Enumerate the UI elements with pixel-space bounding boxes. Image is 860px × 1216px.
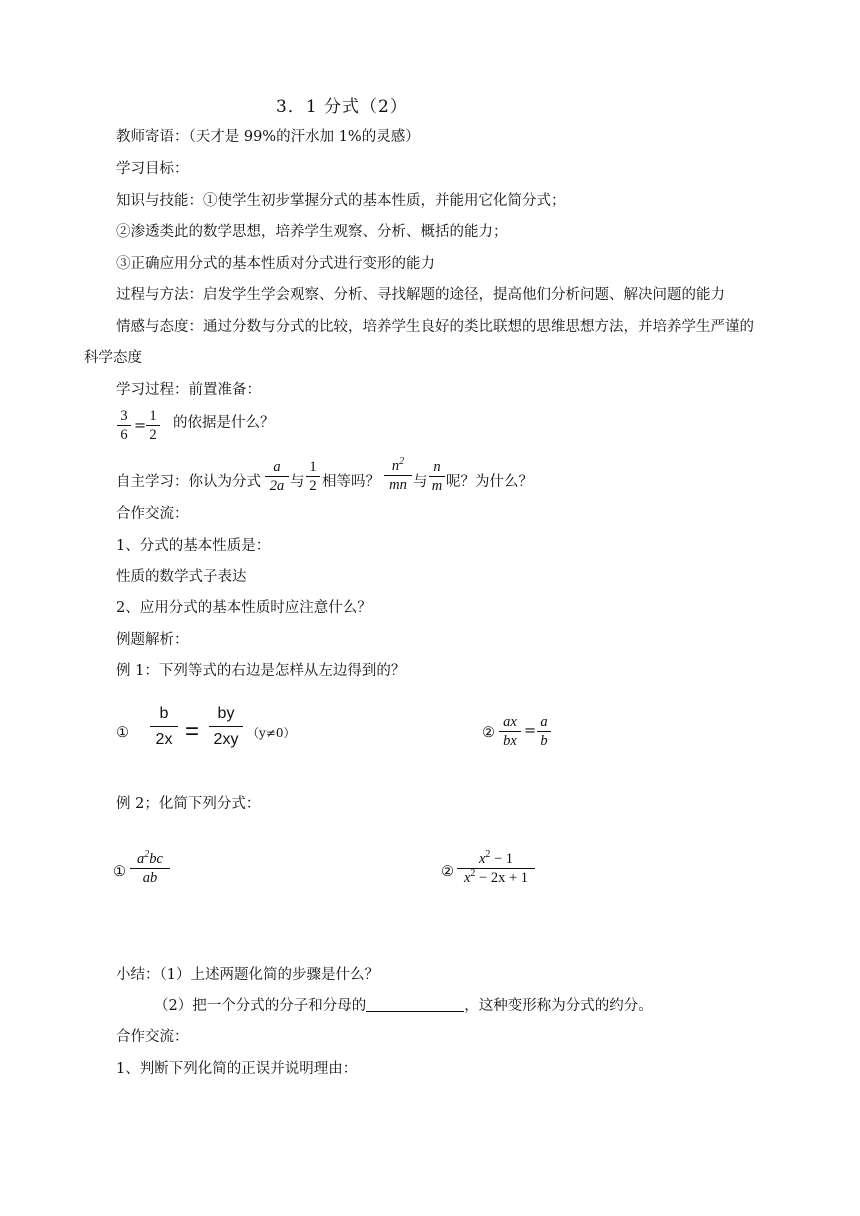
example-2-marker-2: ②: [441, 864, 454, 880]
basis-question: 的依据是什么？: [173, 415, 275, 431]
summary-reduction: （2）把一个分式的分子和分母的 ，这种变形称为分式的约分。: [154, 998, 653, 1014]
ex1-fraction-a-b: a b: [537, 713, 551, 750]
learning-goals-heading: 学习目标：: [116, 161, 189, 177]
self-fraction-1-2: 1 2: [306, 458, 320, 493]
teacher-motto: 教师寄语：（天才是 99%的汗水加 1%的灵感）: [116, 129, 420, 145]
knowledge-skills: 知识与技能：①使学生初步掌握分式的基本性质，并能用它化简分式；: [116, 193, 566, 209]
example-1-prompt: 例 1：下列等式的右边是怎样从左边得到的？: [116, 663, 406, 679]
self-study-text-e: 呢？为什么？: [446, 474, 533, 490]
ex1-fraction-b-2x: b 2x: [150, 702, 178, 753]
knowledge-item-3: ③正确应用分式的基本性质对分式进行变形的能力: [116, 256, 435, 272]
example-1-marker-1: ①: [116, 725, 129, 741]
ex2-fraction-a2bc-ab: $a^2bc$ ab: [130, 850, 170, 887]
self-fraction-n2-mn: $n^2$ mn: [384, 455, 412, 493]
self-study-text-c: 相等吗？: [322, 474, 380, 490]
example-2-prompt: 例 2；化简下列分式：: [116, 796, 261, 812]
ex2-fraction-x2-1-over-x2-2x-1: $x^2 - 1$ $x^2 - 2x + 1$: [457, 850, 535, 887]
learning-process-prep: 学习过程：前置准备：: [116, 382, 261, 398]
attention-question: 2、应用分式的基本性质时应注意什么？: [116, 600, 372, 616]
emotion-attitude: 情感与态度：通过分数与分式的比较，培养学生良好的类比联想的思维思想方法，并培养学生严谨的: [116, 319, 754, 335]
self-fraction-a-2a: a 2a: [265, 458, 289, 493]
cooperation-heading-2: 合作交流：: [116, 1029, 189, 1045]
fill-in-blank[interactable]: [366, 997, 464, 1012]
process-methods: 过程与方法：启发学生学会观察、分析、寻找解题的途径，提高他们分析问题、解决问题的能力: [116, 287, 725, 303]
ex1-2-equals: =: [524, 723, 537, 739]
summary-step-question: 小结：（1）上述两题化简的步骤是什么？: [116, 967, 379, 983]
ex1-fraction-by-2xy: by 2xy: [209, 702, 243, 753]
self-study-text-b: 与: [290, 474, 305, 490]
equals-sign: =: [134, 418, 147, 434]
judge-simplification: 1、判断下列化简的正误并说明理由：: [116, 1061, 358, 1077]
emotion-attitude-cont: 科学态度: [84, 350, 142, 366]
ex1-fraction-ax-bx: ax bx: [499, 713, 521, 750]
fraction-1-2: 1 2: [146, 407, 160, 444]
fraction-3-6: 3 6: [117, 407, 131, 444]
self-fraction-n-m: n m: [429, 458, 445, 493]
ex1-equals: =: [185, 718, 200, 745]
page-title: 3．1 分式（2）: [276, 97, 408, 117]
self-study-text-d: 与: [413, 474, 428, 490]
example-2-marker-1: ①: [113, 864, 126, 880]
ex1-condition: （y≠0）: [247, 726, 296, 740]
examples-heading: 例题解析：: [116, 632, 189, 648]
cooperation-heading: 合作交流：: [116, 506, 189, 522]
property-expression: 性质的数学式子表达: [116, 569, 247, 585]
self-study-text-a: 自主学习：你认为分式: [116, 474, 261, 490]
basic-property-question: 1、分式的基本性质是：: [116, 538, 271, 554]
knowledge-item-2: ②渗透类此的数学思想，培养学生观察、分析、概括的能力；: [116, 224, 508, 240]
example-1-marker-2: ②: [482, 725, 495, 741]
